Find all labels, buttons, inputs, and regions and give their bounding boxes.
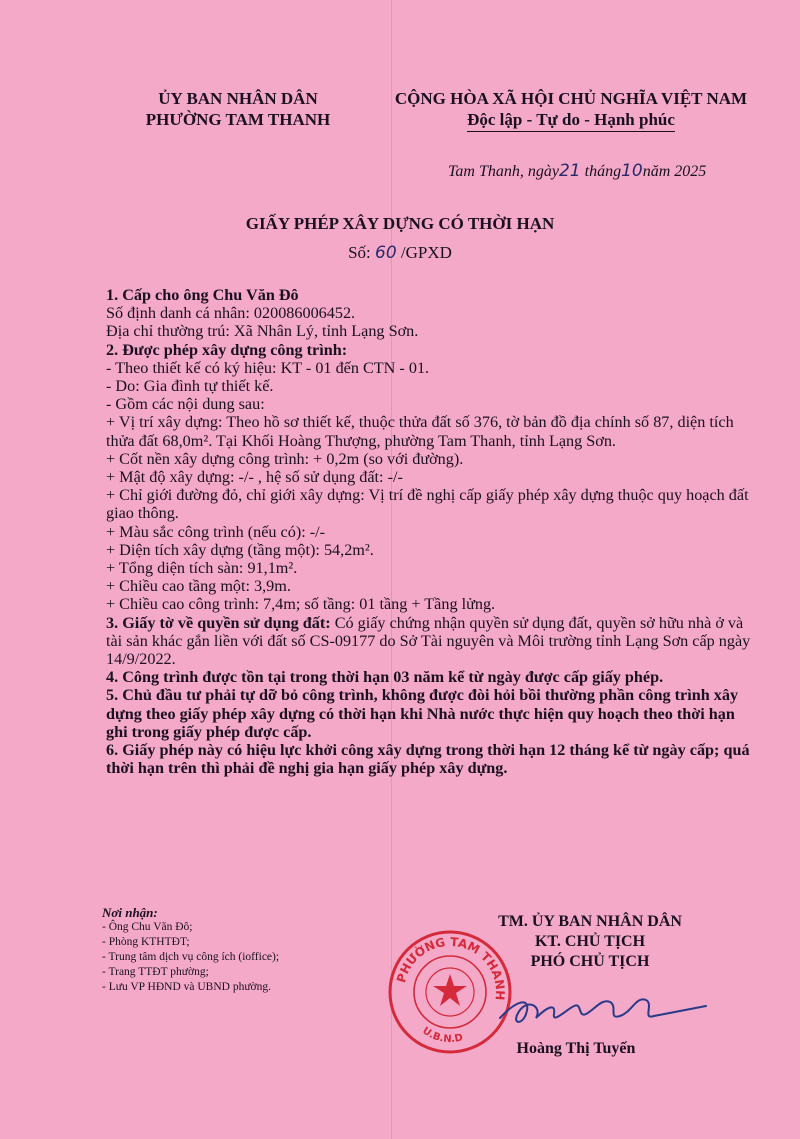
permit-paragraph: 2. Được phép xây dựng công trình: [106,340,348,359]
signature-line-3: PHÓ CHỦ TỊCH [530,953,650,970]
stamp-bottom-text: U.B.N.D [420,1025,464,1046]
recipients-block [102,905,402,995]
permit-paragraph: + Mật độ xây dựng: -/- , hệ số sử dụng đất: -/- [106,468,403,487]
recipient-item: - Ông Chu Văn Đô; [102,921,193,933]
permit-paragraph: + Chiều cao tầng một: 3,9m. [106,577,291,596]
paragraph-text: Có giấy chứng nhận quyền sử dụng đất, quyền sở hữu nhà ở và tài sản khác gắn liền với đất số CS-09177 do Sở Tài nguyên và Môi trường tỉnh Lạng Sơn cấp ngày 14/9/2022. [106,613,751,669]
permit-paragraph: - Do: Gia đình tự thiết kế. [106,377,274,396]
national-motto: Độc lập - Tự do - Hạnh phúc [467,109,675,132]
date-day: 21 [558,161,581,181]
permit-paragraph: + Chỉ giới đường đỏ, chỉ giới xây dựng: Vị trí đề nghị cấp giấy phép xây dựng thuộc quy hoạch đất giao thông. [106,486,749,523]
number-prefix: Số: [348,243,376,262]
stamp-ring-text: PHƯỜNG TAM THANH [394,934,508,1001]
number-value: 60 [375,243,397,263]
date-month: 10 [621,161,643,181]
issuer-line-1: ỦY BAN NHÂN DÂN [158,89,318,108]
permit-paragraph: + Diện tích xây dựng (tầng một): 54,2m². [106,540,374,559]
date-month-label: tháng [584,163,622,180]
date-prefix: Tam Thanh, ngày [448,163,559,180]
recipients-title: Nơi nhận: [102,905,158,920]
permit-paragraph: - Theo thiết kế có ký hiệu: KT - 01 đến CTN - 01. [106,358,430,377]
permit-paragraph: + Tổng diện tích sàn: 91,1m². [106,559,298,578]
national-title: CỘNG HÒA XÃ HỘI CHỦ NGHĨA VIỆT NAM [394,89,748,108]
issuer-header [118,88,358,130]
permit-paragraph: 4. Công trình được tồn tại trong thời hạn 03 năm kể từ ngày được cấp giấy phép. [106,668,664,687]
permit-paragraph: + Chiều cao công trình: 7,4m; số tầng: 01 tầng + Tầng lửng. [106,595,496,614]
document-title: GIẤY PHÉP XÂY DỰNG CÓ THỜI HẠN [245,214,555,233]
permit-paragraph: 5. Chủ đầu tư phải tự dỡ bỏ công trình, không được đòi hỏi bồi thường phần công trình xây dựng theo giấy phép xây dựng có thời hạn khi Nhà nước thực hiện quy hoạch theo thời hạn ghi trong giấy phép được cấp. [106,686,739,741]
number-suffix: /GPXD [396,243,452,262]
permit-paragraph: 1. Cấp cho ông Chu Văn Đô [106,286,299,304]
recipient-item: - Lưu VP HĐND và UBND phường. [102,981,272,993]
permit-paragraph: Địa chỉ thường trú: Xã Nhân Lý, tỉnh Lạng Sơn. [106,322,419,341]
signature-line-2: KT. CHỦ TỊCH [534,933,646,950]
permit-paragraph [106,614,756,669]
document-number [0,243,800,263]
issue-date [448,161,706,181]
permit-paragraph: - Gồm các nội dung sau: [106,395,265,414]
permit-paragraph: Số định danh cá nhân: 020086006452. [106,304,356,323]
signature-block [440,912,740,972]
paragraph-lead: 3. Giấy tờ về quyền sử dụng đất: [106,613,331,632]
recipient-item: - Trung tâm dịch vụ công ích (ioffice); [102,951,280,963]
recipient-item: - Trang TTĐT phường; [102,966,209,978]
permit-paragraph: + Màu sắc công trình (nếu có): -/- [106,522,326,541]
signer-name: Hoàng Thị Tuyến [516,1040,636,1057]
issuer-line-2: PHƯỜNG TAM THANH [145,110,331,129]
signature-line-1: TM. ỦY BAN NHÂN DÂN [498,913,682,930]
svg-text:U.B.N.D [420,1025,464,1045]
permit-paragraph: 6. Giấy phép này có hiệu lực khởi công xây dựng trong thời hạn 12 tháng kể từ ngày cấp; quá thời hạn trên thì phải đề nghị gia hạn giấy phép xây dựng. [106,741,750,778]
handwritten-signature-icon [486,980,716,1040]
permit-paragraph: + Vị trí xây dựng: Theo hồ sơ thiết kế, thuộc thửa đất số 376, tờ bản đồ địa chính số 87, diện tích thửa đất 68,0m². Tại Khối Hoàng Thượng, phường Tam Thanh, tỉnh Lạng Sơn. [106,413,734,450]
national-header [366,88,776,132]
permit-paragraph: + Cốt nền xây dựng công trình: + 0,2m (so với đường). [106,449,464,468]
date-year: năm 2025 [642,163,707,180]
recipient-item: - Phòng KTHTĐT; [102,936,190,948]
permit-body [106,286,756,777]
